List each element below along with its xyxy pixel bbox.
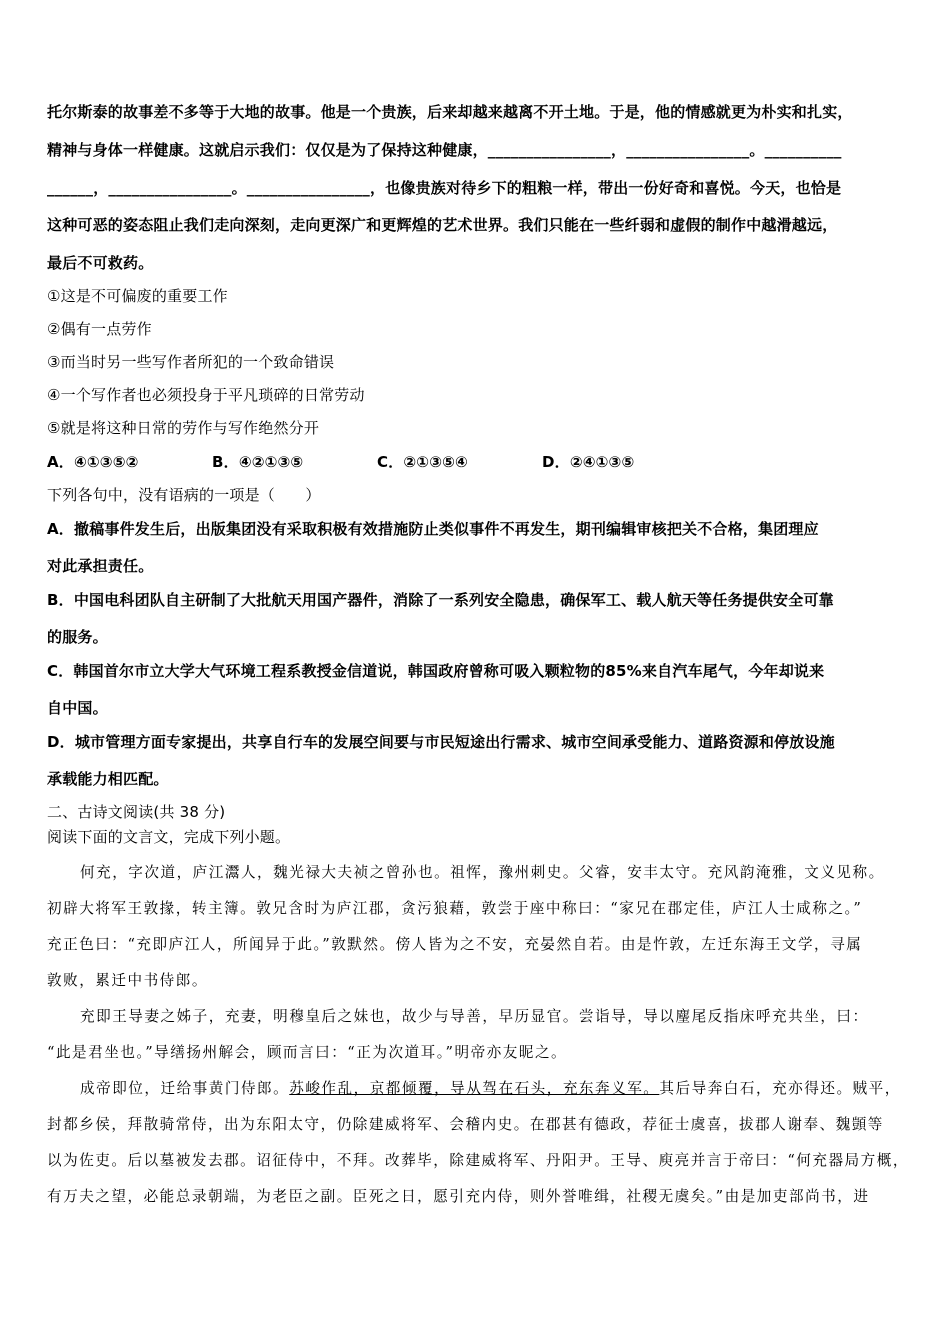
q2-option-a-line: 对此承担责任。: [47, 557, 154, 575]
section-heading: 二、古诗文阅读(共 38 分): [47, 803, 226, 821]
classical-text: 其后导奔白石，充亦得还。贼平，: [659, 1080, 901, 1097]
classical-line: 何充，字次道，庐江灊人，魏光禄大夫祯之曾孙也。祖恽，豫州刺史。父睿，安丰太守。充风韵淹雅，文义见称。: [80, 864, 885, 881]
classical-line: [80, 1077, 901, 1098]
sentence-item: ①这是不可偏废的重要工作: [47, 287, 228, 305]
classical-line: 初辟大将军王敦掾，转主簿。敦兄含时为庐江郡，贪污狼藉，敦尝于座中称曰：“家兄在郡定佳，庐江人士咸称之。”: [47, 900, 863, 917]
q2-option-b-line: B．中国电科团队自主研制了大批航天用国产器件，消除了一系列安全隐患，确保军工、载人航天等任务提供安全可靠: [47, 591, 834, 609]
option-d: D．②④①③⑤: [542, 453, 635, 471]
classical-text: 成帝即位，迁给事黄门侍郎。: [80, 1080, 290, 1097]
sentence-item: ②偶有一点劳作: [47, 320, 152, 338]
q2-option-d-line: 承载能力相匹配。: [47, 770, 169, 788]
option-b: B．④②①③⑤: [212, 453, 304, 471]
classical-line: 充即王导妻之姊子，充妻，明穆皇后之妹也，故少与导善，早历显官。尝诣导，导以麈尾反指床呼充共坐，曰：: [80, 1008, 869, 1025]
classical-line: 有万夫之望，必能总录朝端，为老臣之副。臣死之日，愿引充内侍，则外誉唯缉，社稷无虞矣。”由是加吏部尚书，进: [47, 1188, 870, 1205]
option-c: C．②①③⑤④: [377, 453, 468, 471]
q1-options: [47, 451, 634, 472]
q2-option-c-line: C．韩国首尔市立大学大气环境工程系教授金信道说，韩国政府曾称可吸入颗粒物的85%来自汽车尾气，今年却说来: [47, 662, 825, 680]
classical-line: 敦败，累迁中书侍郎。: [47, 972, 208, 989]
classical-line: “此是君坐也。”导缮扬州解会，顾而言曰：“正为次道耳。”明帝亦友昵之。: [47, 1044, 568, 1061]
q2-option-b-line: 的服务。: [47, 628, 108, 646]
passage-line: 最后不可救药。: [47, 254, 154, 272]
classical-line: 充正色曰：“充即庐江人，所闻异于此。”敦默然。傍人皆为之不安，充晏然自若。由是忤敦，左迁东海王文学，寻属: [47, 936, 863, 953]
question-stem: 下列各句中，没有语病的一项是（ ）: [47, 486, 321, 504]
q2-option-a-line: A．撤稿事件发生后，出版集团没有采取积极有效措施防止类似事件不再发生，期刊编辑审核把关不合格，集团理应: [47, 520, 819, 538]
underlined-sentence: 苏峻作乱，京都倾覆，导从驾在石头，充东奔义军。: [289, 1080, 660, 1097]
classical-line: 封都乡侯，拜散骑常侍，出为东阳太守，仍除建威将军、会稽内史。在郡甚有德政，荐征士虞喜，拔郡人谢奉、魏顗等: [47, 1116, 884, 1133]
q2-option-c-line: 自中国。: [47, 699, 108, 717]
section-intro: 阅读下面的文言文，完成下列小题。: [47, 828, 291, 846]
passage-line: 这种可恶的姿态阻止我们走向深刻，走向更深广和更辉煌的艺术世界。我们只能在一些纤弱和虚假的制作中越滑越远，: [47, 216, 838, 234]
option-a: A．④①③⑤②: [47, 453, 139, 471]
sentence-item: ③而当时另一些写作者所犯的一个致命错误: [47, 353, 335, 371]
q2-option-d-line: D．城市管理方面专家提出，共享自行车的发展空间要与市民短途出行需求、城市空间承受能力、道路资源和停放设施: [47, 733, 835, 751]
classical-line: 以为佐吏。后以墓被发去郡。诏征侍中，不拜。改葬毕，除建威将军、丹阳尹。王导、庾亮并言于帝曰：“何充器局方概，: [47, 1152, 909, 1169]
passage-line: 精神与身体一样健康。这就启示我们：仅仅是为了保持这种健康，________________，________________。__________: [47, 141, 842, 159]
sentence-item: ⑤就是将这种日常的劳作与写作绝然分开: [47, 419, 320, 437]
sentence-item: ④一个写作者也必须投身于平凡琐碎的日常劳动: [47, 386, 365, 404]
passage-line: 托尔斯泰的故事差不多等于大地的故事。他是一个贵族，后来却越来越离不开土地。于是，他的情感就更为朴实和扎实，: [47, 103, 853, 121]
passage-line: ______，________________。________________，也像贵族对待乡下的粗粮一样，带出一份好奇和喜悦。今天，也恰是: [47, 179, 842, 197]
